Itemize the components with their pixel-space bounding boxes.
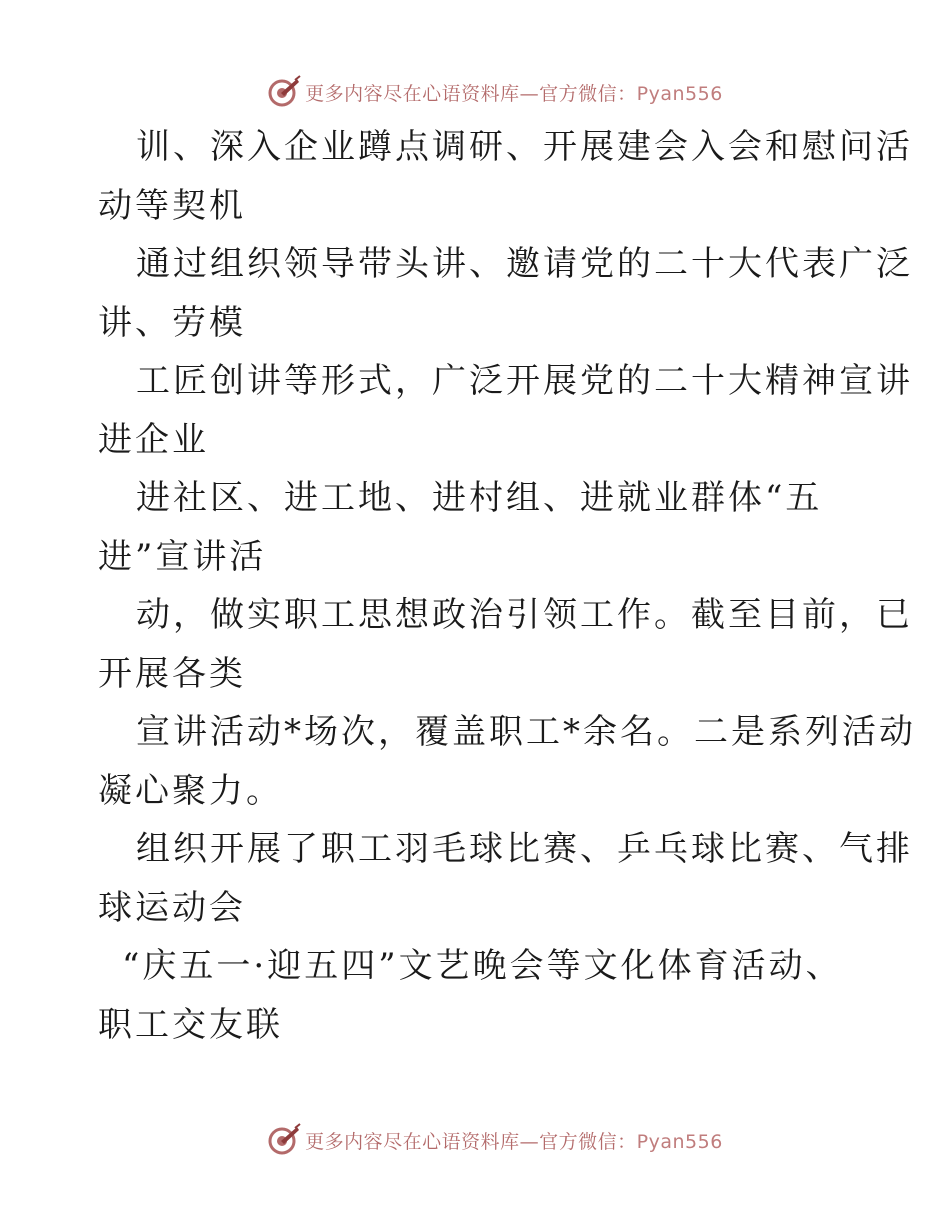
text-line: 讲、劳模 <box>98 302 246 343</box>
pen-logo-icon <box>267 1123 301 1157</box>
text-line: 宣讲活动*场次，覆盖职工*余名。二是系列活动 <box>136 712 916 752</box>
pen-logo-icon <box>267 75 301 109</box>
text-line: 进社区、进工地、进村组、进就业群体“五 <box>136 478 823 518</box>
watermark-text: 更多内容尽在心语资料库—官方微信： <box>305 82 637 105</box>
text-line: 进企业 <box>98 419 209 460</box>
watermark-id: Pyan556 <box>636 82 723 105</box>
text-line: 开展各类 <box>98 653 246 694</box>
footer-watermark <box>0 1120 950 1160</box>
header-watermark <box>0 72 950 112</box>
text-line: 凝心聚力。 <box>98 770 283 811</box>
text-line: 动，做实职工思想政治引领工作。截至目前，已 <box>136 595 913 635</box>
body-text <box>98 118 916 1054</box>
text-line: 工匠创讲等形式，广泛开展党的二十大精神宣讲 <box>136 361 913 401</box>
text-line: 球运动会 <box>98 887 246 928</box>
text-line: 进”宣讲活 <box>98 536 267 577</box>
text-line: 职工交友联 <box>98 1004 283 1045</box>
text-line: 组织开展了职工羽毛球比赛、乒乓球比赛、气排 <box>136 829 913 869</box>
watermark-text: 更多内容尽在心语资料库—官方微信： <box>305 1130 637 1153</box>
text-line: 动等契机 <box>98 185 246 226</box>
text-line: “庆五一·迎五四”文艺晚会等文化体育活动、 <box>122 946 843 986</box>
text-line: 训、深入企业蹲点调研、开展建会入会和慰问活 <box>136 127 913 167</box>
text-line: 通过组织领导带头讲、邀请党的二十大代表广泛 <box>136 244 913 284</box>
watermark-id: Pyan556 <box>636 1130 723 1153</box>
